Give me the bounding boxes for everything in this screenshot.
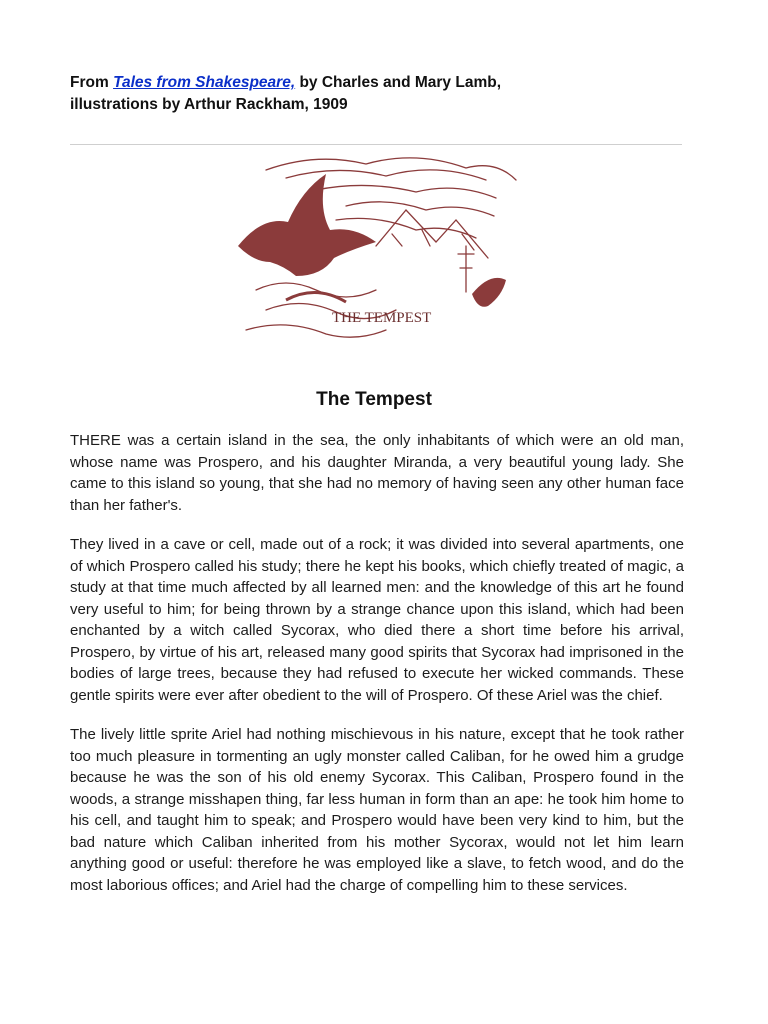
illustration-drawing <box>226 150 526 346</box>
paragraph: The lively little sprite Ariel had nothing mischievous in his nature, except that he took rather too much pleasure in tormenting an ugly monster called Caliban, for he owed him a grudge because he was the son of his old enemy Sycorax. This Caliban, Prospero found in the woods, a strange misshapen thing, far less human in form than an ape: he took him home to his cell, and taught him to speak; and Prospero would have been very kind to him, but the bad nature which Caliban inherited from his mother Sycorax, would not let him learn anything good or useful: therefore he was employed like a slave, to fetch wood, and do the most laborious offices; and Ariel had the charge of compelling him to these services. <box>70 726 684 894</box>
citation-prefix: From <box>70 74 114 91</box>
small-bird-shape <box>472 278 506 307</box>
illustration-caption: THE TEMPEST <box>332 310 432 326</box>
raven-shape <box>238 174 376 276</box>
page-title: The Tempest <box>316 389 432 410</box>
paragraph: THERE was a certain island in the sea, the only inhabitants of which were an old man, whose name was Prospero, and his daughter Miranda, a very beautiful young lady. She came to this island so young, that she had no memory of having seen any other human face than her father's. <box>70 432 684 514</box>
book-title-link[interactable]: Tales from Shakespeare, <box>113 74 296 91</box>
paragraph: They lived in a cave or cell, made out of a rock; it was divided into several apartments, one of which Prospero called his study; there he kept his books, which chiefly treated of magic, a study at that time much affected by all learned men: and the knowledge of this art he found very useful to him; for being thrown by a strange chance upon this island, which had been enchanted by a witch called Sycorax, who died there a short time before his arrival, Prospero, by virtue of his art, released many good spirits that Sycorax had imprisoned in the bodies of large trees, because they had refused to execute her wicked commands. These gentle spirits were ever after obedient to the will of Prospero. Of these Ariel was the chief. <box>70 536 684 704</box>
citation-line-2: illustrations by Arthur Rackham, 1909 <box>70 96 348 113</box>
source-citation <box>70 72 690 116</box>
citation-line-1 <box>70 72 690 94</box>
citation-authors: by Charles and Mary Lamb, <box>295 74 502 91</box>
story-body <box>70 430 684 914</box>
horizontal-divider <box>70 144 682 145</box>
tempest-illustration <box>226 150 526 346</box>
